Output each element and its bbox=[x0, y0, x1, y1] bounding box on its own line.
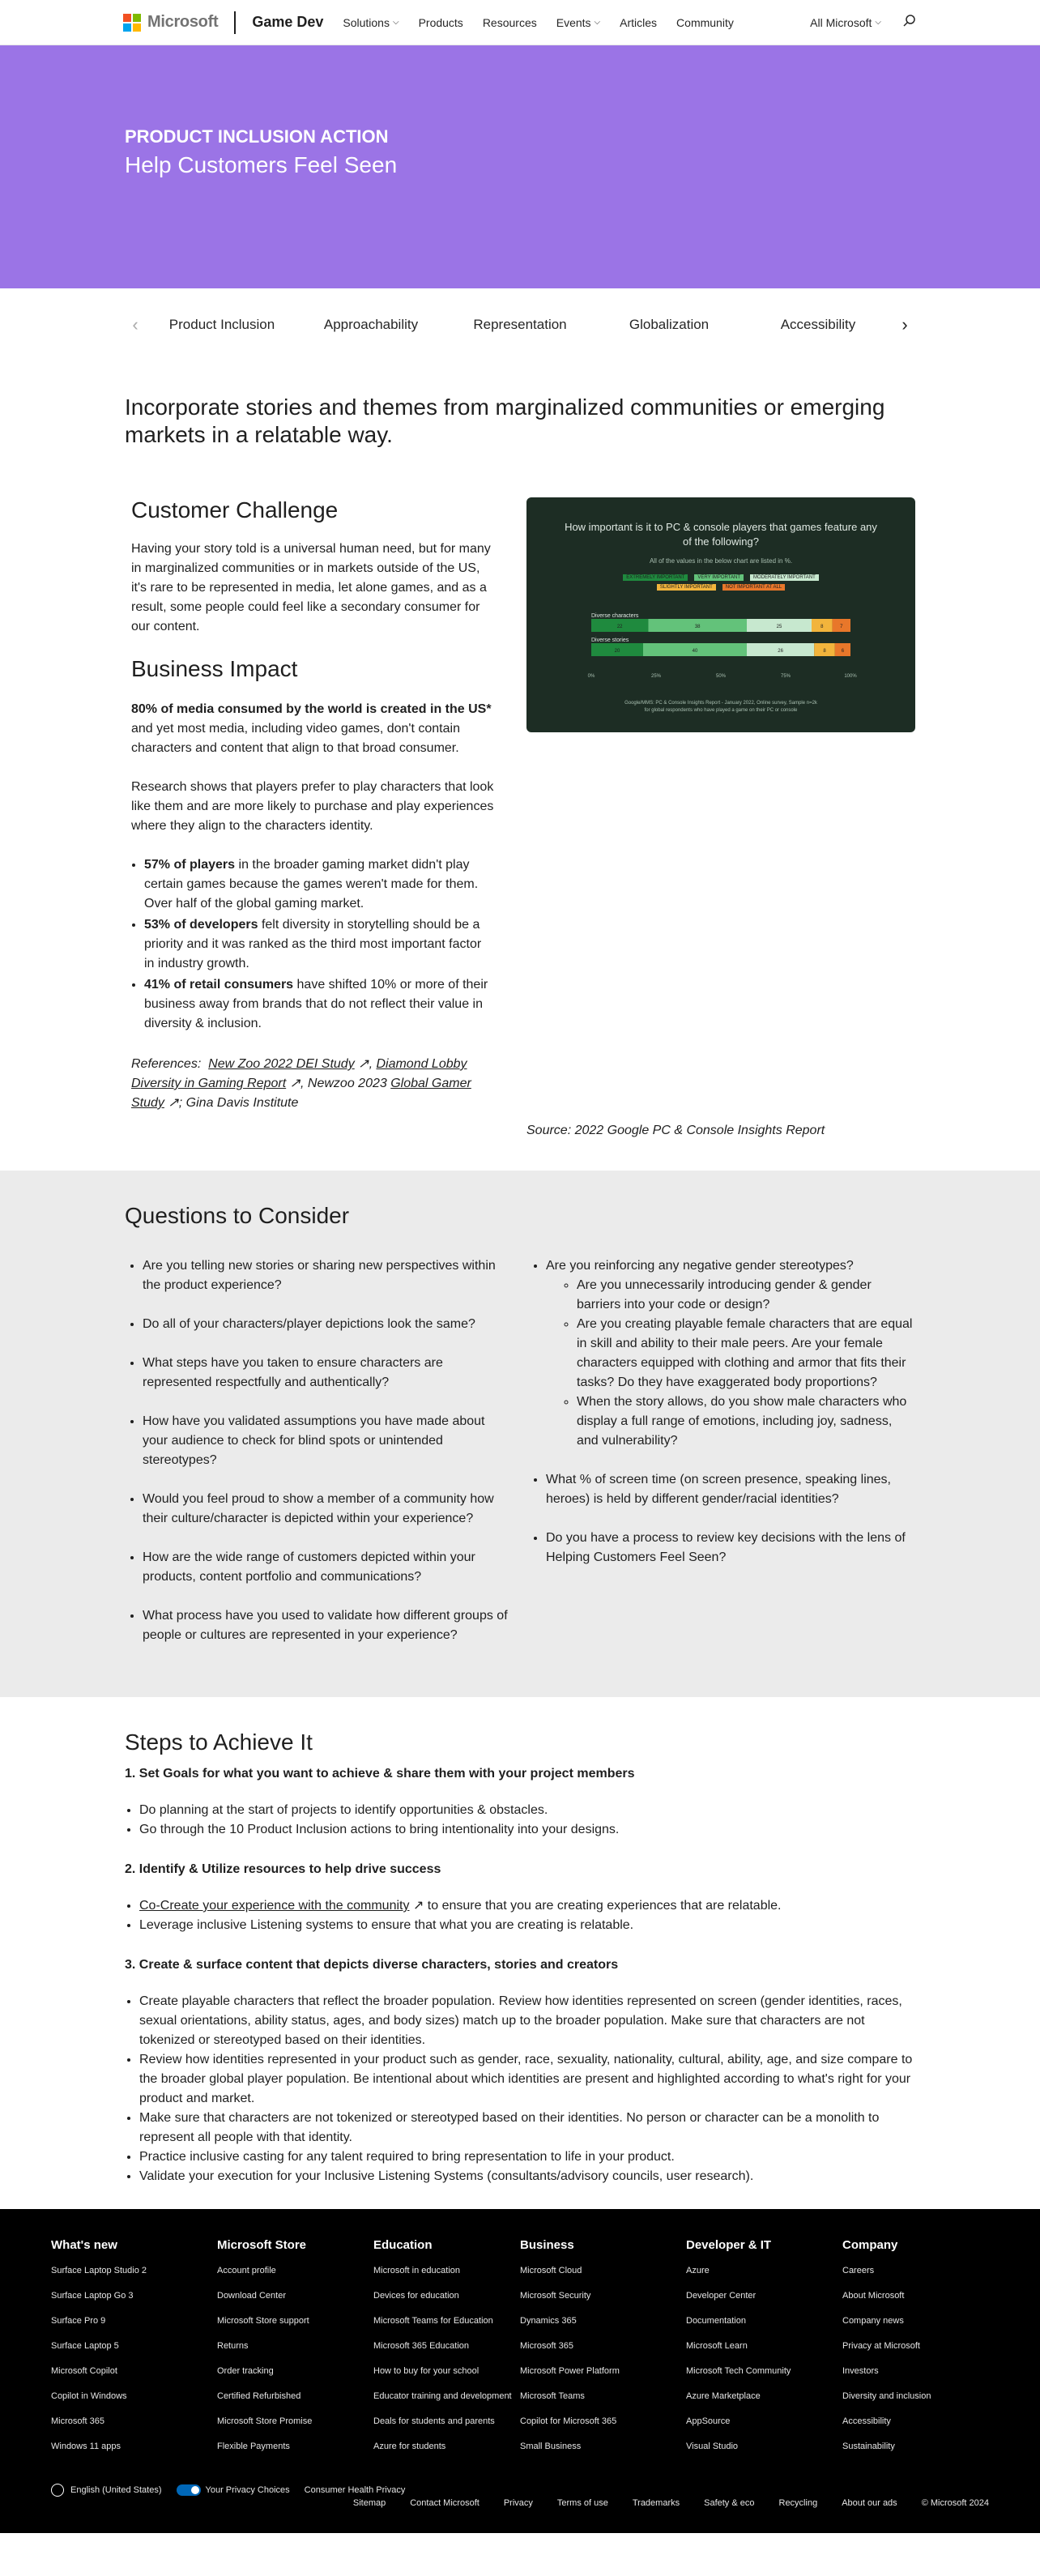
right-column bbox=[526, 497, 915, 1138]
bar-value-label: 8 bbox=[820, 625, 824, 629]
tab-accessibility[interactable]: Accessibility bbox=[780, 317, 856, 332]
bullet-text: have shifted 10% or more of their business away from brands that do not reflect their value in diversity & inclusion. bbox=[144, 978, 488, 1030]
step-2-heading: 2. Identify & Utilize resources to help drive success bbox=[125, 1862, 441, 1876]
footer-column bbox=[51, 2238, 217, 2466]
footer-link[interactable]: Dynamics 365 bbox=[520, 2316, 577, 2326]
ref-newzoo-prefix: , Newzoo 2023 bbox=[300, 1077, 391, 1090]
footer-column-heading: Education bbox=[373, 2238, 433, 2252]
privacy-choices-label: Your Privacy Choices bbox=[205, 2484, 290, 2495]
footer-column-heading: Microsoft Store bbox=[217, 2238, 307, 2252]
questions-section bbox=[0, 1171, 1040, 1697]
footer-link[interactable]: Company news bbox=[842, 2316, 904, 2326]
step-3-heading: 3. Create & surface content that depicts diverse characters, stories and creators bbox=[125, 1958, 619, 1972]
list-item bbox=[144, 855, 494, 914]
chevron-right-icon[interactable]: › bbox=[901, 314, 908, 335]
tab-globalization[interactable]: Globalization bbox=[629, 317, 710, 332]
chart-note: Google/MMS: PC & Console Insights Report - January 2022, Online survey, Sample n=2k for global respondents who have played a game on their PC or console bbox=[624, 701, 817, 713]
impact-stat bbox=[131, 700, 494, 758]
ref-newzoo-dei-link[interactable]: New Zoo 2022 DEI Study bbox=[208, 1057, 355, 1071]
nav-products[interactable]: Products bbox=[418, 15, 463, 29]
footer-legal-link[interactable]: © Microsoft 2024 bbox=[921, 2498, 989, 2508]
footer-link[interactable]: Microsoft Cloud bbox=[520, 2266, 582, 2275]
bar-value-label: 22 bbox=[616, 625, 623, 629]
question-item: • Do all of your characters/player depictions look the same? bbox=[143, 1315, 512, 1334]
list-item: • Do planning at the start of projects to identify opportunities & obstacles. bbox=[139, 1801, 915, 1820]
chevron-down-icon: ⌵ bbox=[875, 18, 881, 27]
list-item: • Leverage inclusive Listening systems to ensure that what you are creating is relatable. bbox=[139, 1916, 915, 1935]
nav-divider bbox=[234, 11, 236, 34]
steps-section bbox=[0, 1697, 1040, 2209]
left-column bbox=[131, 497, 494, 1138]
footer-legal-link[interactable]: Contact Microsoft bbox=[410, 2498, 480, 2508]
footer-legal-links bbox=[51, 2498, 989, 2508]
question-item: • Would you feel proud to show a member of a community how their culture/character is depicted within your experience? bbox=[143, 1490, 512, 1529]
step-2-list bbox=[125, 1896, 915, 1935]
challenge-text: Having your story told is a universal human need, but for many in marginalized communities or in markets outside of the US, it's rare to be represented in media, let alone games, and as a result, some people could feel like a secondary consumer for our content. bbox=[131, 542, 491, 633]
legend-not-important: NOT IMPORTANT AT ALL bbox=[722, 584, 785, 591]
footer-link[interactable]: Certified Refurbished bbox=[217, 2391, 301, 2401]
list-item bbox=[144, 975, 494, 1034]
x-tick-label: 0% bbox=[587, 674, 595, 679]
footer-link[interactable]: Privacy at Microsoft bbox=[842, 2341, 920, 2351]
footer-link[interactable]: Copilot for Microsoft 365 bbox=[520, 2416, 617, 2426]
footer-link[interactable]: Deals for students and parents bbox=[373, 2416, 495, 2426]
external-link-icon: ↗ bbox=[289, 1077, 301, 1090]
footer-link[interactable]: Account profile bbox=[217, 2266, 276, 2275]
list-item: • Go through the 10 Product Inclusion actions to bring intentionality into your designs. bbox=[139, 1820, 915, 1840]
bullet-text: felt diversity in storytelling should be a priority and it was ranked as the third most important factor in industry growth. bbox=[144, 918, 482, 970]
footer-legal-link[interactable]: About our ads bbox=[842, 2498, 897, 2508]
legend-extremely: EXTREMELY IMPORTANT bbox=[623, 574, 688, 581]
footer-legal-link[interactable]: Privacy bbox=[503, 2498, 533, 2508]
bar-value-label: 25 bbox=[776, 625, 782, 629]
footer-link[interactable]: Accessibility bbox=[842, 2416, 891, 2426]
bullet-bold: 53% of developers bbox=[144, 918, 258, 932]
question-item: • What steps have you taken to ensure characters are represented respectfully and authentically? bbox=[143, 1354, 512, 1392]
footer-legal-link[interactable]: Trademarks bbox=[632, 2498, 680, 2508]
question-subitem: ◦ Are you creating playable female characters that are equal in skill and ability to their male peers. Are your female characters equipped with clothing and armor that fits their tasks? Do they have exaggerated body proportions? bbox=[577, 1315, 915, 1392]
hero-eyebrow: PRODUCT INCLUSION ACTION bbox=[125, 126, 389, 147]
category-label: Diverse characters bbox=[591, 613, 639, 619]
site-footer bbox=[0, 2209, 1040, 2533]
footer-column-heading: What's new bbox=[51, 2238, 117, 2252]
footer-column bbox=[217, 2238, 373, 2466]
list-item: • Create playable characters that reflect the broader population. Review how identities represented on screen (gender identities, races, sexual orientations, ability status, ages, and body sizes) match up to the broader population. Make sure that characters are not tokenized or stereotyped based on their identities. bbox=[139, 1992, 915, 2050]
locale-selector[interactable] bbox=[51, 2484, 162, 2497]
external-link-icon: ↗ bbox=[412, 1899, 424, 1913]
footer-link[interactable]: Microsoft Power Platform bbox=[520, 2366, 620, 2376]
footer-link[interactable]: Surface Pro 9 bbox=[51, 2316, 106, 2326]
chart-legend bbox=[526, 565, 915, 591]
questions-heading: Questions to Consider bbox=[125, 1203, 350, 1228]
chart-plot bbox=[526, 611, 915, 700]
footer-column-heading: Business bbox=[520, 2238, 574, 2252]
question-item: • What process have you used to validate how different groups of people or cultures are represented in your experience? bbox=[143, 1606, 512, 1645]
footer-link[interactable]: Sustainability bbox=[842, 2442, 895, 2451]
question-subitem: ◦ Are you unnecessarily introducing gender & gender barriers into your code or design? bbox=[577, 1276, 915, 1315]
footer-link[interactable]: Microsoft 365 bbox=[51, 2416, 105, 2426]
footer-link[interactable]: Small Business bbox=[520, 2442, 582, 2451]
external-link-icon: ↗ bbox=[168, 1096, 179, 1110]
list-item bbox=[144, 915, 494, 974]
footer-link[interactable]: Investors bbox=[842, 2366, 879, 2376]
intro-statement: Incorporate stories and themes from marginalized communities or emerging markets in a relatable way. bbox=[125, 395, 885, 447]
question-item: • Are you telling new stories or sharing new perspectives within the product experience? bbox=[143, 1256, 512, 1295]
legend-slightly: SLIGHTLY IMPORTANT bbox=[657, 584, 716, 591]
bullet-bold: 57% of players bbox=[144, 858, 236, 872]
logo-text: Microsoft bbox=[147, 13, 219, 31]
footer-link[interactable]: Microsoft Tech Community bbox=[686, 2366, 791, 2376]
impact-stat-rest: and yet most media, including video games, don't contain characters and content that align to that broad consumer. bbox=[131, 722, 460, 755]
chart-subtitle: All of the values in the below chart are listed in %. bbox=[649, 557, 793, 565]
footer-legal-link[interactable]: Terms of use bbox=[556, 2498, 608, 2508]
search-icon[interactable] bbox=[902, 14, 917, 31]
footer-link[interactable]: Returns bbox=[217, 2341, 249, 2351]
footer-legal-link[interactable]: Recycling bbox=[778, 2498, 818, 2508]
footer-link[interactable]: Microsoft 365 Education bbox=[373, 2341, 470, 2351]
footer-link[interactable]: Azure for students bbox=[373, 2442, 446, 2451]
impact-research: Research shows that players prefer to play characters that look like them and are more likely to purchase and play experiences where they align to the characters identity. bbox=[131, 780, 494, 833]
footer-link[interactable]: Documentation bbox=[686, 2316, 746, 2326]
footer-link[interactable]: Educator training and development bbox=[373, 2391, 512, 2401]
question-subitem: ◦ When the story allows, do you show male characters who display a full range of emotions, including joy, sadness, and vulnerability? bbox=[577, 1392, 915, 1451]
co-create-link[interactable]: Co-Create your experience with the community bbox=[139, 1899, 410, 1913]
bullet-bold: 41% of retail consumers bbox=[144, 978, 294, 992]
footer-bottom bbox=[51, 2484, 989, 2497]
step-3-list bbox=[125, 1992, 915, 2186]
all-microsoft-label: All Microsoft bbox=[810, 15, 872, 29]
footer-link[interactable]: Order tracking bbox=[217, 2366, 274, 2376]
question-item: • Do you have a process to review key decisions with the lens of Helping Customers Feel Seen? bbox=[546, 1529, 915, 1567]
chevron-down-icon: ⌵ bbox=[594, 18, 601, 27]
tab-approachability[interactable]: Approachability bbox=[323, 317, 419, 332]
brand-link[interactable]: Game Dev bbox=[252, 14, 324, 30]
ref-diamond-lobby-link[interactable]: Diamond Lobby Diversity in Gaming Report bbox=[131, 1057, 467, 1090]
tab-product-inclusion[interactable]: Product Inclusion bbox=[168, 317, 275, 332]
step-1-heading: 1. Set Goals for what you want to achieve & share them with your project members bbox=[125, 1767, 635, 1781]
footer-link[interactable]: Microsoft Learn bbox=[686, 2341, 748, 2351]
footer-link[interactable]: About Microsoft bbox=[842, 2291, 905, 2301]
tab-representation[interactable]: Representation bbox=[473, 317, 567, 332]
footer-columns bbox=[51, 2238, 989, 2466]
nav-resources[interactable]: Resources bbox=[482, 15, 537, 29]
list-item: • Practice inclusive casting for any talent required to bring representation to life in your product. bbox=[139, 2147, 915, 2167]
question-item: • How are the wide range of customers depicted within your products, content portfolio and communications? bbox=[143, 1548, 512, 1587]
footer-link[interactable]: Microsoft Security bbox=[520, 2291, 591, 2301]
footer-link[interactable]: Flexible Payments bbox=[217, 2442, 290, 2451]
x-tick-label: 25% bbox=[650, 674, 662, 679]
footer-link[interactable]: Surface Laptop 5 bbox=[51, 2341, 119, 2351]
footer-column bbox=[373, 2238, 520, 2466]
step-1-list bbox=[125, 1801, 915, 1840]
footer-column bbox=[686, 2238, 842, 2466]
challenge-heading: Customer Challenge bbox=[131, 497, 339, 522]
footer-link[interactable]: Microsoft Store Promise bbox=[217, 2416, 313, 2426]
footer-link[interactable]: How to buy for your school bbox=[373, 2366, 480, 2376]
category-label: Diverse stories bbox=[591, 638, 629, 643]
footer-link[interactable]: Microsoft 365 bbox=[520, 2341, 574, 2351]
impact-stat-bold: 80% of media consumed by the world is created in the US* bbox=[131, 702, 492, 716]
co-create-rest: to ensure that you are creating experiences that are relatable. bbox=[424, 1899, 782, 1913]
chevron-down-icon: ⌵ bbox=[392, 18, 399, 27]
list-item: • Review how identities represented in your product such as gender, race, sexuality, nationality, cultural, ability, age, and size compare to the broader global player population. Be intentional about which identities are present and highlighted according to what's right for your product and market. bbox=[139, 2050, 915, 2109]
ref-gina-davis: ; Gina Davis Institute bbox=[178, 1096, 299, 1110]
footer-link[interactable]: AppSource bbox=[686, 2416, 731, 2426]
footer-link[interactable]: Devices for education bbox=[373, 2291, 459, 2301]
microsoft-logo-icon bbox=[123, 14, 141, 32]
locale-label: English (United States) bbox=[70, 2484, 162, 2495]
nav-articles[interactable]: Articles bbox=[620, 15, 658, 29]
footer-link[interactable]: Microsoft in education bbox=[373, 2266, 460, 2275]
impact-heading: Business Impact bbox=[131, 656, 298, 681]
list-item: • Make sure that characters are not tokenized or stereotyped based on their identities. No person or character can be a monolith to represent all people with that identity. bbox=[139, 2109, 915, 2147]
question-sublist bbox=[546, 1276, 915, 1451]
references-label: References: bbox=[131, 1057, 202, 1071]
nav-solutions-label: Solutions bbox=[343, 15, 390, 29]
bar-value-label: 38 bbox=[694, 625, 701, 629]
question-item: • What % of screen time (on screen presence, speaking lines, heroes) is held by different gender/racial identities? bbox=[546, 1470, 915, 1509]
chart-title: How important is it to PC & console players that games feature any of the following? bbox=[565, 521, 877, 548]
privacy-toggle-icon bbox=[177, 2484, 201, 2496]
question-item: • How have you validated assumptions you have made about your audience to check for blind spots or unintended stereotypes? bbox=[143, 1412, 512, 1470]
references: References: New Zoo 2022 DEI Study ↗, Diamond Lobby Diversity in Gaming Report ↗, Newzoo 2023 Global Gamer Study ↗; Gina Davis Institute bbox=[131, 1057, 471, 1110]
bar-value-label: 20 bbox=[614, 649, 620, 654]
hero-title: Help Customers Feel Seen bbox=[125, 152, 398, 177]
bar-value-label: 8 bbox=[823, 649, 826, 654]
question-item bbox=[546, 1256, 915, 1451]
nav-events[interactable] bbox=[556, 16, 600, 29]
action-tabs bbox=[0, 288, 1040, 361]
footer-link[interactable]: Microsoft Copilot bbox=[51, 2366, 117, 2376]
importance-chart bbox=[526, 497, 915, 732]
bar-value-label: 7 bbox=[840, 625, 843, 629]
impact-bullets bbox=[131, 855, 494, 1034]
x-tick-label: 50% bbox=[715, 674, 727, 679]
footer-legal-link[interactable]: Sitemap bbox=[352, 2498, 386, 2508]
bar-value-label: 6 bbox=[841, 649, 845, 654]
questions-right-column bbox=[528, 1256, 915, 1665]
footer-link[interactable]: Developer Center bbox=[686, 2291, 757, 2301]
footer-link[interactable]: Microsoft Teams for Education bbox=[373, 2316, 493, 2326]
privacy-choices-link[interactable] bbox=[177, 2484, 290, 2496]
footer-column bbox=[842, 2238, 964, 2466]
footer-link[interactable]: Windows 11 apps bbox=[51, 2442, 121, 2451]
footer-column bbox=[520, 2238, 686, 2466]
steps-heading: Steps to Achieve It bbox=[125, 1729, 313, 1755]
footer-link[interactable]: Careers bbox=[842, 2266, 875, 2275]
x-tick-label: 100% bbox=[844, 674, 857, 679]
footer-link[interactable]: Microsoft Store support bbox=[217, 2316, 309, 2326]
footer-link[interactable]: Microsoft Teams bbox=[520, 2391, 585, 2401]
footer-column-heading: Company bbox=[842, 2238, 898, 2252]
footer-column-heading: Developer & IT bbox=[686, 2238, 772, 2252]
footer-link[interactable]: Visual Studio bbox=[686, 2442, 739, 2451]
footer-link[interactable]: Azure bbox=[686, 2266, 710, 2275]
footer-link[interactable]: Copilot in Windows bbox=[51, 2391, 127, 2401]
nav-events-label: Events bbox=[556, 15, 591, 29]
x-tick-label: 75% bbox=[780, 674, 791, 679]
questions-left-column bbox=[125, 1256, 512, 1665]
microsoft-logo[interactable] bbox=[123, 13, 218, 32]
footer-legal-link[interactable]: Safety & eco bbox=[704, 2498, 755, 2508]
bar-value-label: 26 bbox=[778, 649, 783, 654]
top-nav bbox=[0, 0, 1040, 45]
list-item bbox=[139, 1896, 915, 1916]
consumer-health-link[interactable]: Consumer Health Privacy bbox=[304, 2485, 406, 2495]
challenge-impact-section bbox=[0, 449, 1040, 1138]
external-link-icon: ↗ bbox=[358, 1057, 369, 1071]
nav-solutions[interactable] bbox=[343, 16, 399, 29]
globe-icon bbox=[51, 2484, 64, 2497]
legend-very: VERY IMPORTANT bbox=[694, 574, 744, 581]
question-text: Are you reinforcing any negative gender stereotypes? bbox=[546, 1259, 854, 1273]
chart-source: Source: 2022 Google PC & Console Insights Report bbox=[526, 1124, 825, 1137]
footer-link[interactable]: Azure Marketplace bbox=[686, 2391, 761, 2401]
footer-link[interactable]: Surface Laptop Go 3 bbox=[51, 2291, 134, 2301]
hero-banner bbox=[0, 45, 1040, 288]
bullet-text: in the broader gaming market didn't play certain games because the games weren't made for them. Over half of the global gaming market. bbox=[144, 858, 479, 911]
ref-global-gamer-link[interactable]: Global Gamer Study bbox=[131, 1077, 471, 1110]
legend-moderately: MODERATELY IMPORTANT bbox=[750, 574, 819, 581]
bar-value-label: 40 bbox=[692, 649, 698, 654]
chevron-left-icon[interactable]: ‹ bbox=[132, 314, 139, 335]
all-microsoft-menu[interactable] bbox=[810, 16, 881, 29]
footer-link[interactable]: Download Center bbox=[217, 2291, 286, 2301]
nav-community[interactable]: Community bbox=[676, 15, 734, 29]
footer-link[interactable]: Surface Laptop Studio 2 bbox=[51, 2266, 147, 2275]
footer-link[interactable]: Diversity and inclusion bbox=[842, 2391, 931, 2401]
list-item: • Validate your execution for your Inclusive Listening Systems (consultants/advisory councils, user research). bbox=[139, 2167, 915, 2186]
